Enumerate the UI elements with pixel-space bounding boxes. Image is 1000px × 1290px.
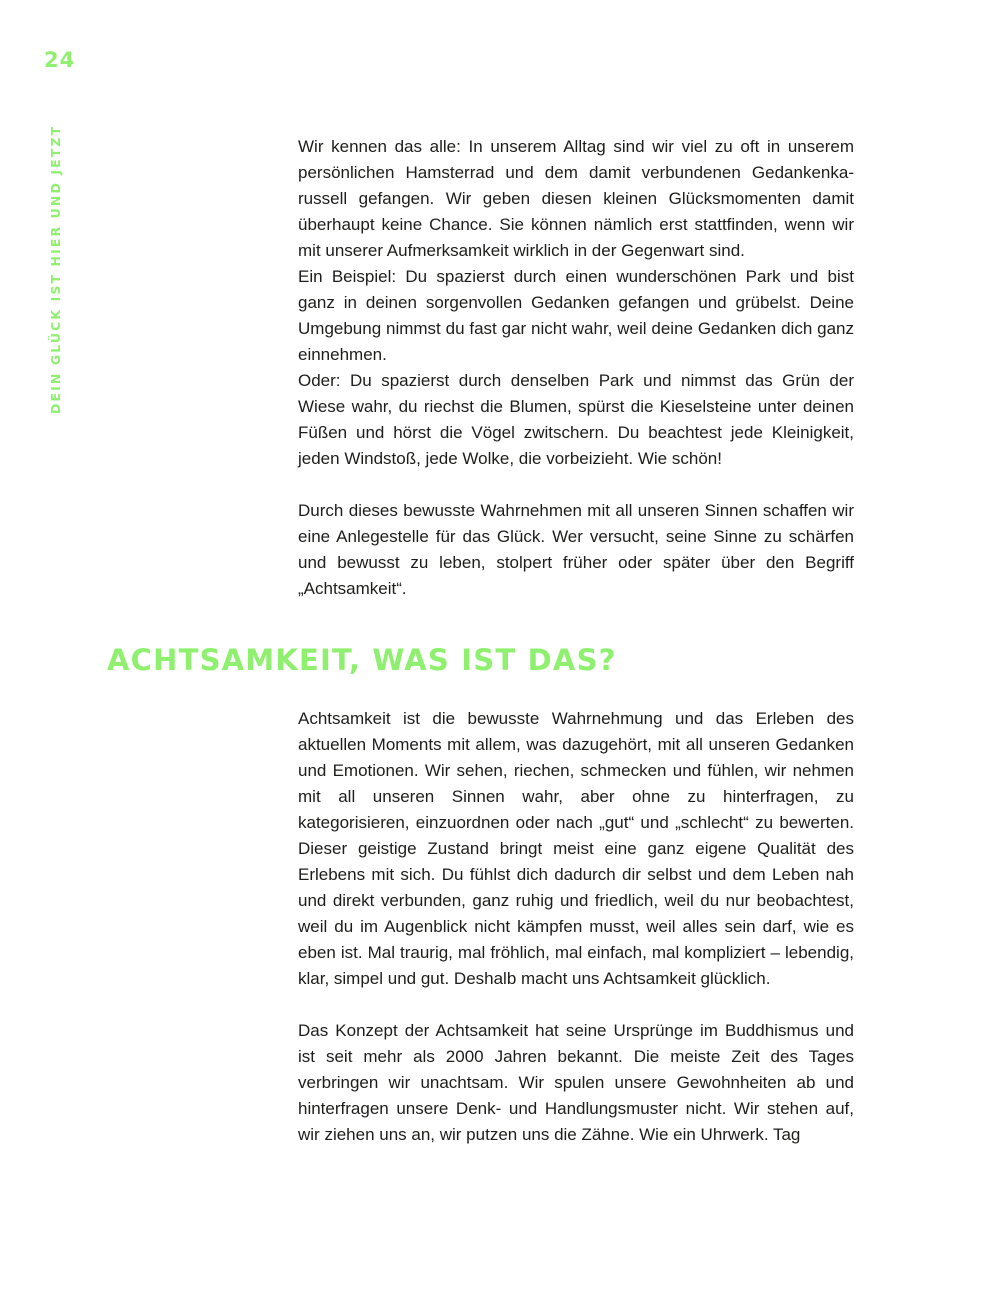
intro-text-block (298, 134, 854, 602)
section-heading: ACHTSAMKEIT, WAS IST DAS? (107, 643, 617, 677)
paragraph: Ein Beispiel: Du spazierst durch einen wunderschönen Park und bist ganz in deinen sorgenvollen Gedanken gefangen und grübelst. Deine Umgebung nimmst du fast gar nicht wahr, weil deine Gedanken dich ganz einnehmen. (298, 267, 854, 364)
paragraph: Durch dieses bewusste Wahrnehmen mit all unseren Sinnen schaffen wir eine Anlegestelle für das Glück. Wer versucht, seine Sinne zu schärfen und bewusst zu leben, stolpert früher oder später über den Begriff „Achtsamkeit“. (298, 501, 854, 598)
paragraph: Wir kennen das alle: In unserem Alltag sind wir viel zu oft in unserem persönlichen Hamsterrad und dem damit verbundenen Gedankenkarussell gefangen. Wir geben diesen kleinen Glücksmomenten damit überhaupt keine Chance. Sie können nämlich erst stattfinden, wenn wir mit unserer Aufmerksamkeit wirklich in der Gegenwart sind. (298, 137, 854, 260)
section-text-block (298, 706, 854, 1148)
paragraph: Oder: Du spazierst durch denselben Park und nimmst das Grün der Wiese wahr, du riechst die Blumen, spürst die Kieselsteine unter deinen Füßen und hörst die Vögel zwitschern. Du beachtest jede Kleinigkeit, jeden Windstoß, jede Wolke, die vorbeizieht. Wie schön! (298, 371, 854, 468)
paragraph: Achtsamkeit ist die bewusste Wahrnehmung und das Erleben des aktuellen Moments mit allem, was dazugehört, mit all unseren Gedanken und Emotionen. Wir sehen, riechen, schmecken und fühlen, wir nehmen mit all unseren Sinnen wahr, aber ohne zu hinterfragen, zu kategorisieren, einzuordnen oder nach „gut“ und „schlecht“ zu bewerten. Dieser geistige Zustand bringt meist eine ganz eigene Qualität des Erlebens mit sich. Du fühlst dich dadurch dir selbst und dem Leben nah und direkt verbunden, ganz ruhig und friedlich, weil du nur beobachtest, weil du im Augenblick nicht kämpfen musst, weil alles sein darf, wie es eben ist. Mal traurig, mal fröhlich, mal einfach, mal kompliziert – lebendig, klar, simpel und gut. Deshalb macht uns Achtsamkeit glücklich. (298, 709, 854, 988)
paragraph: Das Konzept der Achtsamkeit hat seine Ursprünge im Buddhismus und ist seit mehr als 2000 Jahren bekannt. Die meiste Zeit des Tages verbringen wir unachtsam. Wir spulen unsere Gewohnheiten ab und hinterfragen unsere Denk- und Handlungsmuster nicht. Wir stehen auf, wir ziehen uns an, wir putzen uns die Zähne. Wie ein Uhrwerk. Tag (298, 1021, 854, 1144)
running-head-vertical: DEIN GLÜCK IST HIER UND JETZT (48, 124, 63, 414)
page-number: 24 (44, 48, 76, 72)
